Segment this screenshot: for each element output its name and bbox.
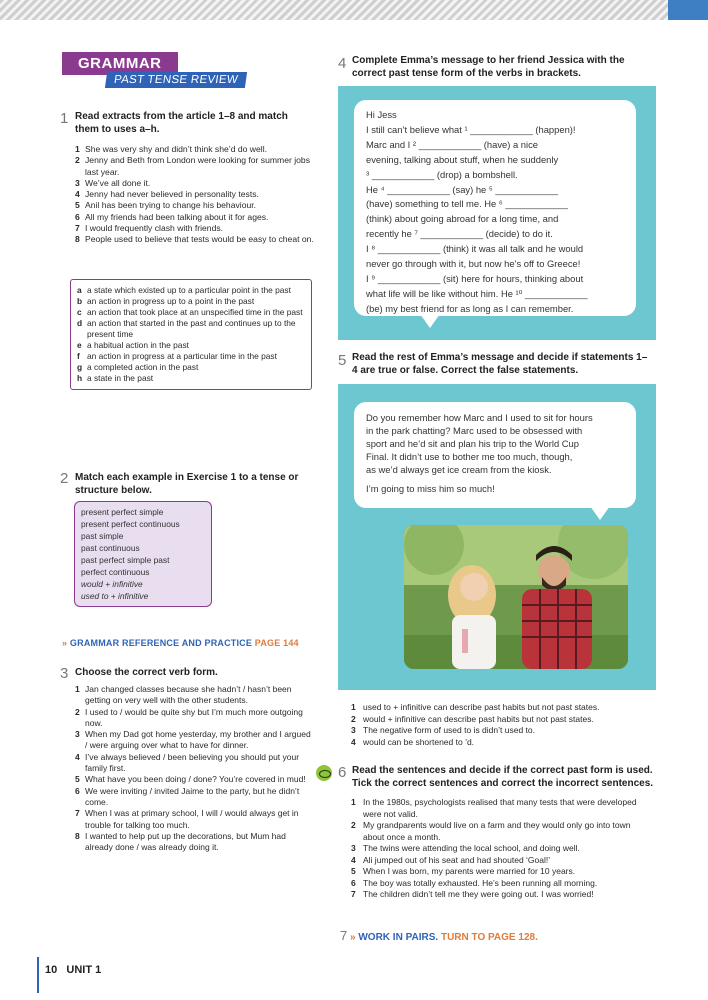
ex3-item-text: Jan changed classes because she hadn’t / hasn’t been getting on very well with the other students. — [85, 684, 292, 706]
ex3-item-number: 8 — [75, 830, 80, 841]
ex6-item-row — [351, 855, 651, 867]
ex3-item-number: 7 — [75, 808, 80, 819]
ex1-extract-row — [75, 223, 315, 234]
ex4-greeting: Hi Jess — [366, 109, 397, 120]
tense-item: past simple — [81, 531, 124, 541]
ex1-extract-text: I would frequently clash with friends. — [85, 223, 224, 234]
ex6-item-text: When I was born, my parents were married for 10 years. — [363, 866, 576, 876]
ex6-item-text: My grandparents would live on a farm and they would only go into town about once a month. — [363, 820, 631, 842]
ex2-number: 2 — [60, 470, 69, 487]
ex6-item-number: 6 — [351, 877, 356, 888]
ex6-item-text: In the 1980s, psychologists realised that many tests that were developed were not valid. — [363, 797, 637, 819]
grammar-subtitle: PAST TENSE REVIEW — [105, 72, 247, 88]
ex1-use-text: an action that took place at an unspecified time in the past — [87, 307, 303, 317]
ex6-item-row — [351, 843, 651, 855]
ex5-statement-row — [351, 737, 651, 749]
ex4-message-line: (think) about going abroad for a long time, and — [366, 213, 559, 225]
tense-item: past perfect simple past — [81, 555, 170, 565]
eye-icon — [316, 765, 332, 781]
ex3-item-number: 6 — [75, 785, 80, 796]
ex3-item-number: 2 — [75, 706, 80, 717]
footer-divider — [37, 957, 39, 993]
ex1-extract-text: Jenny and Beth from London were looking for summer jobs last year. — [85, 155, 310, 177]
ex3-item-text: I’ve always believed / been believing you should put your family first. — [85, 751, 300, 774]
ex5-message-line: sport and he’d sit and plan his trip to the World Cup — [366, 438, 579, 449]
grammar-reference-link[interactable] — [62, 638, 299, 648]
ex6-item-row — [351, 866, 651, 878]
ex5-message-line: as we’d always get ice cream from the kiosk. — [366, 464, 552, 475]
ex1-extract-row — [75, 178, 315, 189]
ex1-extract-row — [75, 200, 315, 211]
ex6-item-number: 4 — [351, 854, 356, 865]
ex1-extract-row — [75, 189, 315, 200]
ex1-extract-row — [75, 155, 315, 178]
ex1-extract-number: 4 — [75, 189, 80, 200]
ex7-number: 7 — [340, 928, 348, 943]
ex1-use-row — [77, 318, 305, 340]
ex4-message-line: evening, talking about stuff, when he suddenly — [366, 153, 559, 165]
tense-item: present perfect continuous — [81, 519, 180, 529]
ex3-item-number: 5 — [75, 774, 80, 785]
ex5-message-line: Final. It didn’t use to bother me too much, though, — [366, 451, 573, 462]
ex1-use-number: c — [77, 307, 82, 317]
ex4-message-line: (be) my best friend for as long as I can remember. — [366, 302, 574, 314]
ex1-use-row — [77, 362, 305, 373]
ex6-instruction: Read the sentences and decide if the correct past form is used. Tick the correct sentences and correct the incorrect sentences. — [352, 765, 654, 789]
ex6-item-row — [351, 889, 651, 901]
ex1-use-number: b — [77, 296, 83, 306]
ex6-item-number: 2 — [351, 820, 356, 830]
grammar-title: GRAMMAR — [62, 52, 178, 75]
ex5-message-line: Do you remember how Marc and I used to sit for hours — [366, 412, 593, 423]
ex6-item-number: 5 — [351, 866, 356, 876]
ex5-statement-number: 2 — [351, 713, 356, 724]
ex1-extract-number: 2 — [75, 155, 80, 166]
ex1-use-text: a habitual action in the past — [87, 340, 189, 350]
ex7-page: TURN TO PAGE 128. — [440, 932, 538, 943]
tense-item: perfect continuous — [81, 567, 150, 577]
ex6-number: 6 — [338, 764, 347, 781]
ex5-message-line: in the park chatting? Marc used to be obsessed with — [366, 425, 583, 436]
ex1-extract-text: Anil has been trying to change his behaviour. — [85, 200, 257, 211]
ex5-statement-number: 4 — [351, 736, 356, 747]
ex4-instruction: Complete Emma’s message to her friend Jessica with the correct past tense form of the verbs in brackets. — [352, 55, 625, 79]
ex4-message-line: (have) something to tell me. He ⁶ ____________ — [366, 198, 568, 210]
ex1-extract-text: All my friends had been talking about it for ages. — [85, 211, 269, 222]
page-footer — [45, 964, 101, 976]
ex1-extract-number: 1 — [75, 144, 80, 154]
ex3-item-text: I wanted to help put up the decorations, but Mum had already done / was already doing it. — [85, 830, 286, 853]
ex3-item-row — [75, 831, 315, 854]
ex5-instruction: Read the rest of Emma’s message and decide if statements 1–4 are true or false. Correct the false statements. — [352, 352, 648, 376]
ex6-item-row — [351, 878, 651, 890]
ex6-item-number: 1 — [351, 797, 356, 807]
ex5-statement-text: The negative form of used to is didn’t used to. — [363, 725, 535, 735]
tense-item: used to + infinitive — [81, 591, 149, 601]
ex1-extract-number: 3 — [75, 177, 80, 188]
ex1-extract-text: We’ve all done it. — [85, 177, 151, 188]
ex5-statement-text: would + infinitive can describe past habits but not past states. — [363, 713, 594, 724]
ex4-message-line: He ⁴ ____________ (say) he ⁵ ____________ — [366, 183, 558, 195]
ex1-use-text: a state in the past — [87, 373, 154, 383]
ex3-item-text: When I was at primary school, I will / would always get in trouble for talking too much. — [85, 808, 299, 830]
couple-photo — [404, 525, 628, 669]
ex3-item-number: 4 — [75, 751, 80, 762]
ex3-item-row — [75, 786, 315, 809]
ex4-message-bubble — [354, 100, 636, 316]
ex1-use-number: d — [77, 318, 83, 328]
ex5-number: 5 — [338, 352, 347, 369]
ex1-use-number: a — [77, 285, 82, 295]
ex3-item-number: 3 — [75, 729, 80, 740]
ex3-number: 3 — [60, 665, 69, 682]
ex5-statement-text: would can be shortened to ’d. — [363, 736, 475, 747]
ex3-item-text: When my Dad got home yesterday, my brother and I argued / were arguing over what to have for dinner. — [85, 729, 311, 751]
ex1-extract-number: 8 — [75, 234, 80, 245]
ex4-message-line: I ⁸ ____________ (think) it was all talk and he would — [366, 243, 584, 255]
page-number: 10 — [45, 964, 58, 976]
ex3-item-row — [75, 684, 315, 707]
ex4-message-line: ³ ____________ (drop) a bombshell. — [366, 168, 518, 180]
ex1-extract-row — [75, 234, 315, 245]
ex6-item-text: The children didn’t tell me they were going out. I was worried! — [363, 889, 594, 899]
ex1-extract-text: She was very shy and didn’t think she’d do well. — [85, 144, 268, 154]
ex1-extracts-list — [75, 144, 315, 246]
ex1-extract-row — [75, 212, 315, 223]
ex6-item-text: Ali jumped out of his seat and had shouted ‘Goal!’ — [363, 854, 551, 865]
ex1-use-number: f — [77, 351, 80, 361]
ex3-item-row — [75, 774, 315, 785]
ex3-item-row — [75, 707, 315, 730]
ex1-use-row — [77, 373, 305, 384]
ex1-use-text: a state which existed up to a particular point in the past — [87, 285, 291, 295]
ex3-item-row — [75, 752, 315, 775]
ex4-message-line: Marc and I ² ____________ (have) a nice — [366, 138, 538, 150]
ex1-instruction: Read extracts from the article 1–8 and match them to uses a–h. — [75, 111, 288, 135]
ex1-extract-number: 6 — [75, 211, 80, 222]
ex1-extract-text: People used to believe that tests would be easy to cheat on. — [85, 234, 314, 245]
ex4-message-line: recently he ⁷ ____________ (decide) to do it. — [366, 228, 553, 240]
ex3-item-text: We were inviting / invited Jaime to the party, but he didn’t come. — [85, 785, 300, 807]
ex3-item-text: What have you been doing / done? You’re covered in mud! — [85, 774, 306, 785]
top-corner-accent — [668, 0, 708, 20]
ex5-closing-line: I’m going to miss him so much! — [366, 483, 495, 494]
ex3-item-text: I used to / would be quite shy but I’m much more outgoing now. — [85, 706, 303, 728]
ex1-extract-row — [75, 144, 315, 155]
ex5-statement-number: 3 — [351, 725, 356, 735]
ex1-use-number: h — [77, 373, 83, 383]
ex5-statement-row — [351, 702, 651, 714]
grammar-reference-label: GRAMMAR REFERENCE AND PRACTICE — [69, 638, 253, 648]
ex2-tense-box — [74, 501, 212, 607]
ex1-use-row — [77, 340, 305, 351]
ex1-extract-text: Jenny had never believed in personality tests. — [85, 189, 259, 200]
ex4-message-line: never go through with it, but now he’s off to Greece! — [366, 258, 581, 270]
tense-item: would + infinitive — [81, 579, 143, 589]
ex2-instruction: Match each example in Exercise 1 to a tense or structure below. — [75, 472, 299, 496]
ex1-use-row — [77, 307, 305, 318]
ex5-statement-row — [351, 714, 651, 726]
ex1-uses-box — [70, 279, 312, 390]
ex5-message-bubble — [354, 402, 636, 508]
ex1-use-text: an action that started in the past and continues up to the present time — [87, 318, 296, 339]
ex4-number: 4 — [338, 55, 347, 72]
ex1-use-text: an action in progress up to a point in the past — [87, 296, 255, 306]
ex5-statement-number: 1 — [351, 702, 356, 712]
ex4-message-line: I ⁹ ____________ (sit) here for hours, thinking about — [366, 272, 584, 284]
ex6-item-row — [351, 797, 651, 820]
ex1-use-row — [77, 296, 305, 307]
ex1-use-number: e — [77, 340, 82, 350]
double-chevron-icon: » — [62, 638, 68, 648]
ex5-statement-row — [351, 725, 651, 737]
ex6-item-text: The twins were attending the local school, and doing well. — [363, 843, 580, 853]
ex6-item-row — [351, 820, 651, 843]
ex1-use-row — [77, 351, 305, 362]
ex3-items-list — [75, 684, 315, 853]
ex3-instruction: Choose the correct verb form. — [75, 667, 218, 678]
ex1-use-number: g — [77, 362, 83, 372]
ex5-statements-list — [351, 702, 651, 748]
ex1-number: 1 — [60, 110, 69, 127]
ex5-bubble-tail — [590, 506, 610, 520]
ex1-extract-number: 7 — [75, 223, 80, 234]
ex3-item-row — [75, 808, 315, 831]
ex3-item-number: 1 — [75, 684, 80, 694]
ex4-message-line: I still can’t believe what ¹ ____________ (happen)! — [366, 123, 576, 135]
ex4-bubble-tail — [420, 314, 440, 328]
ex1-extract-number: 5 — [75, 200, 80, 211]
ex1-use-text: an action in progress at a particular time in the past — [87, 351, 277, 361]
unit-label: UNIT 1 — [66, 964, 102, 976]
ex6-items-list — [351, 797, 651, 901]
ex6-item-number: 3 — [351, 843, 356, 853]
ex3-item-row — [75, 729, 315, 752]
ex1-use-row — [77, 285, 305, 296]
tense-item: past continuous — [81, 543, 140, 553]
top-decorative-stripe — [0, 0, 708, 20]
ex6-item-text: The boy was totally exhausted. He’s been running all morning. — [363, 877, 598, 888]
ex5-statement-text: used to + infinitive can describe past habits but not past states. — [363, 702, 600, 712]
ex7-label: WORK IN PAIRS. — [358, 932, 439, 943]
ex4-message-line: what life will be like without him. He ¹⁰ ____________ — [366, 287, 588, 299]
photo-illustration — [404, 525, 628, 669]
work-in-pairs-link[interactable] — [340, 928, 538, 943]
ex1-use-text: a completed action in the past — [87, 362, 199, 372]
grammar-reference-page: PAGE 144 — [254, 638, 299, 648]
double-chevron-icon: » — [350, 932, 356, 943]
tense-item: present perfect simple — [81, 507, 164, 517]
ex6-item-number: 7 — [351, 889, 356, 899]
